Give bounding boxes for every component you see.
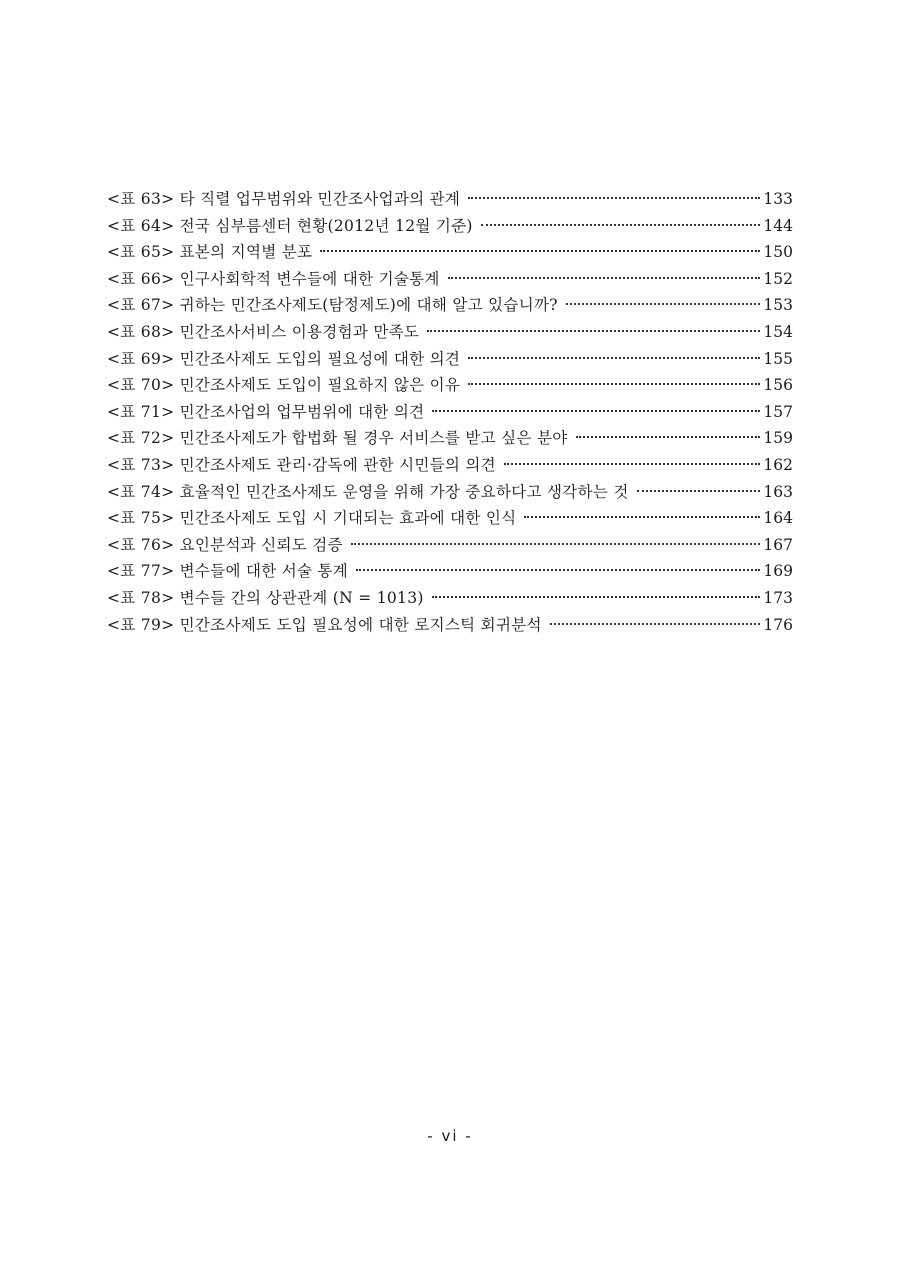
toc-entry[interactable] [107, 399, 793, 426]
toc-entry[interactable] [107, 239, 793, 266]
toc-entry-page: 162 [763, 455, 793, 474]
dot-leader [468, 197, 760, 199]
toc-entry-title: <표 69> 민간조사제도 도입의 필요성에 대한 의견 [107, 349, 461, 368]
toc-entry-title: <표 70> 민간조사제도 도입이 필요하지 않은 이유 [107, 376, 461, 395]
page-number: - vi - [427, 1127, 473, 1145]
toc-entry[interactable] [107, 319, 793, 346]
toc-entry-page: 176 [763, 615, 793, 634]
toc-entry-page: 154 [763, 322, 793, 341]
toc-entry-page: 173 [763, 588, 793, 607]
toc-entry-page: 133 [763, 190, 793, 208]
toc-entry-title: <표 64> 전국 심부름센터 현황(2012년 12월 기준) [107, 216, 473, 235]
toc-entry-page: 169 [763, 562, 793, 581]
dot-leader [524, 516, 760, 518]
toc-entry-title: <표 77> 변수들에 대한 서술 통계 [107, 562, 349, 581]
toc-entry-title: <표 63> 타 직렬 업무범위와 민간조사업과의 관계 [107, 190, 461, 208]
toc-entry-page: 163 [763, 482, 793, 501]
toc-entry-title: <표 74> 효율적인 민간조사제도 운영을 위해 가장 중요하다고 생각하는 것 [107, 482, 629, 501]
toc-entry-title: <표 66> 인구사회학적 변수들에 대한 기술통계 [107, 269, 440, 288]
dot-leader [468, 383, 760, 385]
toc-entry-page: 155 [763, 349, 793, 368]
dot-leader [566, 303, 761, 305]
toc-entry-title: <표 65> 표본의 지역별 분포 [107, 243, 313, 262]
toc-entry[interactable] [107, 558, 793, 585]
toc-entry-page: 157 [763, 402, 793, 421]
dot-leader [351, 543, 761, 545]
toc-entry[interactable] [107, 585, 793, 612]
toc-entry-title: <표 68> 민간조사서비스 이용경험과 만족도 [107, 322, 420, 341]
toc-entry[interactable] [107, 505, 793, 532]
toc-entry[interactable] [107, 213, 793, 240]
toc-entry-page: 144 [763, 216, 793, 235]
toc-entry-page: 156 [763, 376, 793, 395]
toc-entry-title: <표 72> 민간조사제도가 합법화 될 경우 서비스를 받고 싶은 분야 [107, 429, 568, 448]
toc-entry[interactable] [107, 346, 793, 373]
toc-entry-title: <표 73> 민간조사제도 관리·감독에 관한 시민들의 의견 [107, 455, 496, 474]
toc-entry-page: 150 [763, 243, 793, 262]
toc-entry-title: <표 76> 요인분석과 신뢰도 검증 [107, 535, 343, 554]
toc-entry-title: <표 71> 민간조사업의 업무범위에 대한 의견 [107, 402, 425, 421]
dot-leader [550, 623, 761, 625]
toc-entry-page: 152 [763, 269, 793, 288]
toc-entry-title: <표 67> 귀하는 민간조사제도(탐정제도)에 대해 알고 있습니까? [107, 296, 558, 315]
toc-entry[interactable] [107, 479, 793, 506]
toc-entry-page: 153 [763, 296, 793, 315]
toc-entry-title: <표 78> 변수들 간의 상관관계 (N = 1013) [107, 588, 424, 607]
dot-leader [432, 410, 760, 412]
toc-entry-page: 167 [763, 535, 793, 554]
toc-entry[interactable] [107, 425, 793, 452]
toc-entry[interactable] [107, 266, 793, 293]
toc-entry-page: 159 [763, 429, 793, 448]
dot-leader [576, 436, 761, 438]
dot-leader [468, 357, 760, 359]
toc-entry-title: <표 79> 민간조사제도 도입 필요성에 대한 로지스틱 회귀분석 [107, 615, 542, 634]
dot-leader [481, 224, 761, 226]
dot-leader [356, 569, 760, 571]
toc-entry[interactable] [107, 532, 793, 559]
dot-leader [320, 250, 760, 252]
dot-leader [504, 463, 760, 465]
table-of-contents-list [107, 186, 793, 638]
toc-entry[interactable] [107, 186, 793, 213]
toc-entry[interactable] [107, 452, 793, 479]
toc-entry[interactable] [107, 372, 793, 399]
dot-leader [427, 330, 760, 332]
toc-entry-title: <표 75> 민간조사제도 도입 시 기대되는 효과에 대한 인식 [107, 509, 517, 528]
toc-entry[interactable] [107, 612, 793, 639]
toc-entry-page: 164 [763, 509, 793, 528]
dot-leader [432, 596, 761, 598]
toc-entry[interactable] [107, 292, 793, 319]
dot-leader [448, 277, 761, 279]
dot-leader [637, 490, 761, 492]
